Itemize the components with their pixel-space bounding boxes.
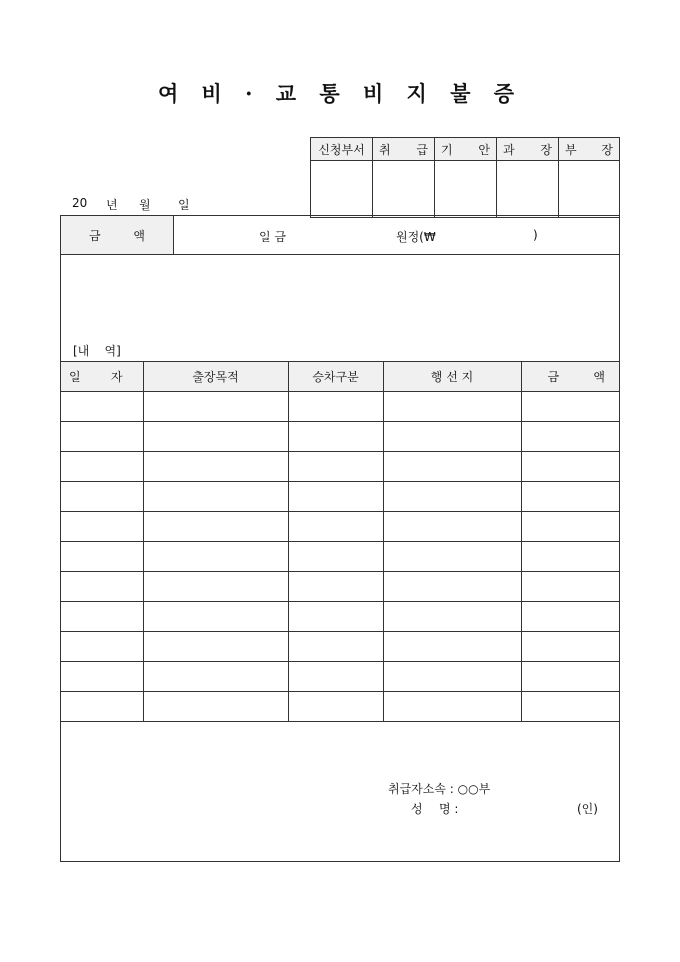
details-cell[interactable]: [383, 662, 521, 692]
details-cell[interactable]: [383, 392, 521, 422]
date-year: 20: [72, 196, 88, 210]
table-row: [61, 422, 619, 452]
affiliation-value[interactable]: ○○부: [457, 782, 491, 796]
handler-affiliation: 취급자소속 : ○○부: [388, 782, 491, 796]
details-cell[interactable]: [288, 512, 383, 542]
col-header-destination: 행 선 지: [383, 362, 521, 392]
approval-table: [310, 137, 620, 218]
details-cell[interactable]: [288, 542, 383, 572]
table-row: [61, 542, 619, 572]
details-cell[interactable]: [61, 422, 143, 452]
details-cell[interactable]: [143, 392, 288, 422]
main-form: [60, 215, 620, 862]
details-cell[interactable]: [61, 662, 143, 692]
amount-label: 금 액: [61, 216, 174, 254]
details-cell[interactable]: [521, 482, 619, 512]
details-cell[interactable]: [143, 632, 288, 662]
table-row: [61, 392, 619, 422]
details-body: [61, 392, 619, 722]
amount-prefix: 일 금: [259, 230, 286, 244]
details-cell[interactable]: [143, 422, 288, 452]
details-cell[interactable]: [288, 662, 383, 692]
details-cell[interactable]: [288, 692, 383, 722]
details-cell[interactable]: [61, 692, 143, 722]
details-cell[interactable]: [61, 482, 143, 512]
details-cell[interactable]: [143, 602, 288, 632]
details-cell[interactable]: [288, 632, 383, 662]
table-row: [61, 452, 619, 482]
details-cell[interactable]: [383, 512, 521, 542]
details-cell[interactable]: [143, 512, 288, 542]
details-cell[interactable]: [383, 452, 521, 482]
details-table: [61, 361, 619, 722]
details-cell[interactable]: [288, 482, 383, 512]
col-header-purpose: 출장목적: [143, 362, 288, 392]
details-cell[interactable]: [61, 452, 143, 482]
approval-header-drafter: 기 안: [435, 138, 497, 161]
details-cell[interactable]: [383, 692, 521, 722]
details-cell[interactable]: [61, 392, 143, 422]
table-row: [61, 602, 619, 632]
approval-header-department: 신청부서: [311, 138, 373, 161]
details-cell[interactable]: [61, 602, 143, 632]
details-cell[interactable]: [521, 692, 619, 722]
details-cell[interactable]: [521, 452, 619, 482]
table-row: [61, 512, 619, 542]
table-row: [61, 632, 619, 662]
details-cell[interactable]: [143, 662, 288, 692]
approval-stamp-cell[interactable]: [435, 161, 497, 218]
details-cell[interactable]: [383, 482, 521, 512]
details-cell[interactable]: [61, 632, 143, 662]
approval-stamp-cell[interactable]: [311, 161, 373, 218]
table-row: [61, 482, 619, 512]
details-cell[interactable]: [61, 512, 143, 542]
details-cell[interactable]: [383, 632, 521, 662]
details-cell[interactable]: [521, 422, 619, 452]
seal-mark: (인): [577, 802, 598, 816]
amount-row: [61, 216, 619, 255]
details-cell[interactable]: [288, 452, 383, 482]
date-month-unit: 월: [139, 198, 151, 212]
approval-header-department-head: 부 장: [559, 138, 620, 161]
details-cell[interactable]: [521, 632, 619, 662]
details-cell[interactable]: [61, 542, 143, 572]
details-cell[interactable]: [521, 572, 619, 602]
document-title: 여 비 · 교 통 비 지 불 증: [157, 81, 523, 106]
details-cell[interactable]: [383, 542, 521, 572]
details-cell[interactable]: [288, 422, 383, 452]
details-cell[interactable]: [143, 692, 288, 722]
table-row: [61, 692, 619, 722]
details-cell[interactable]: [521, 392, 619, 422]
details-cell[interactable]: [61, 572, 143, 602]
table-row: [61, 662, 619, 692]
date-year-unit: 년: [106, 198, 118, 212]
details-cell[interactable]: [288, 392, 383, 422]
details-header-row: [61, 362, 619, 392]
handler-name: 성 명 : (인): [411, 802, 598, 816]
details-cell[interactable]: [143, 452, 288, 482]
amount-close: ): [533, 228, 538, 242]
approval-stamp-cell[interactable]: [497, 161, 559, 218]
details-cell[interactable]: [383, 422, 521, 452]
details-cell[interactable]: [288, 602, 383, 632]
table-row: [61, 572, 619, 602]
details-section-label: [내 역]: [73, 344, 121, 358]
col-header-amount: 금 액: [521, 362, 619, 392]
approval-header-handler: 취 급: [373, 138, 435, 161]
details-cell[interactable]: [383, 572, 521, 602]
details-cell[interactable]: [383, 602, 521, 632]
approval-header-section-chief: 과 장: [497, 138, 559, 161]
details-cell[interactable]: [521, 602, 619, 632]
col-header-date: 일 자: [61, 362, 143, 392]
details-cell[interactable]: [143, 572, 288, 602]
amount-won[interactable]: 원정(₩: [396, 230, 436, 244]
date-day-unit: 일: [178, 198, 190, 212]
details-cell[interactable]: [521, 662, 619, 692]
details-cell[interactable]: [288, 572, 383, 602]
approval-stamp-cell[interactable]: [559, 161, 620, 218]
issue-date: [72, 196, 190, 213]
details-cell[interactable]: [521, 542, 619, 572]
details-cell[interactable]: [521, 512, 619, 542]
details-cell[interactable]: [143, 542, 288, 572]
col-header-transport: 승차구분: [288, 362, 383, 392]
approval-stamp-cell[interactable]: [373, 161, 435, 218]
details-cell[interactable]: [143, 482, 288, 512]
